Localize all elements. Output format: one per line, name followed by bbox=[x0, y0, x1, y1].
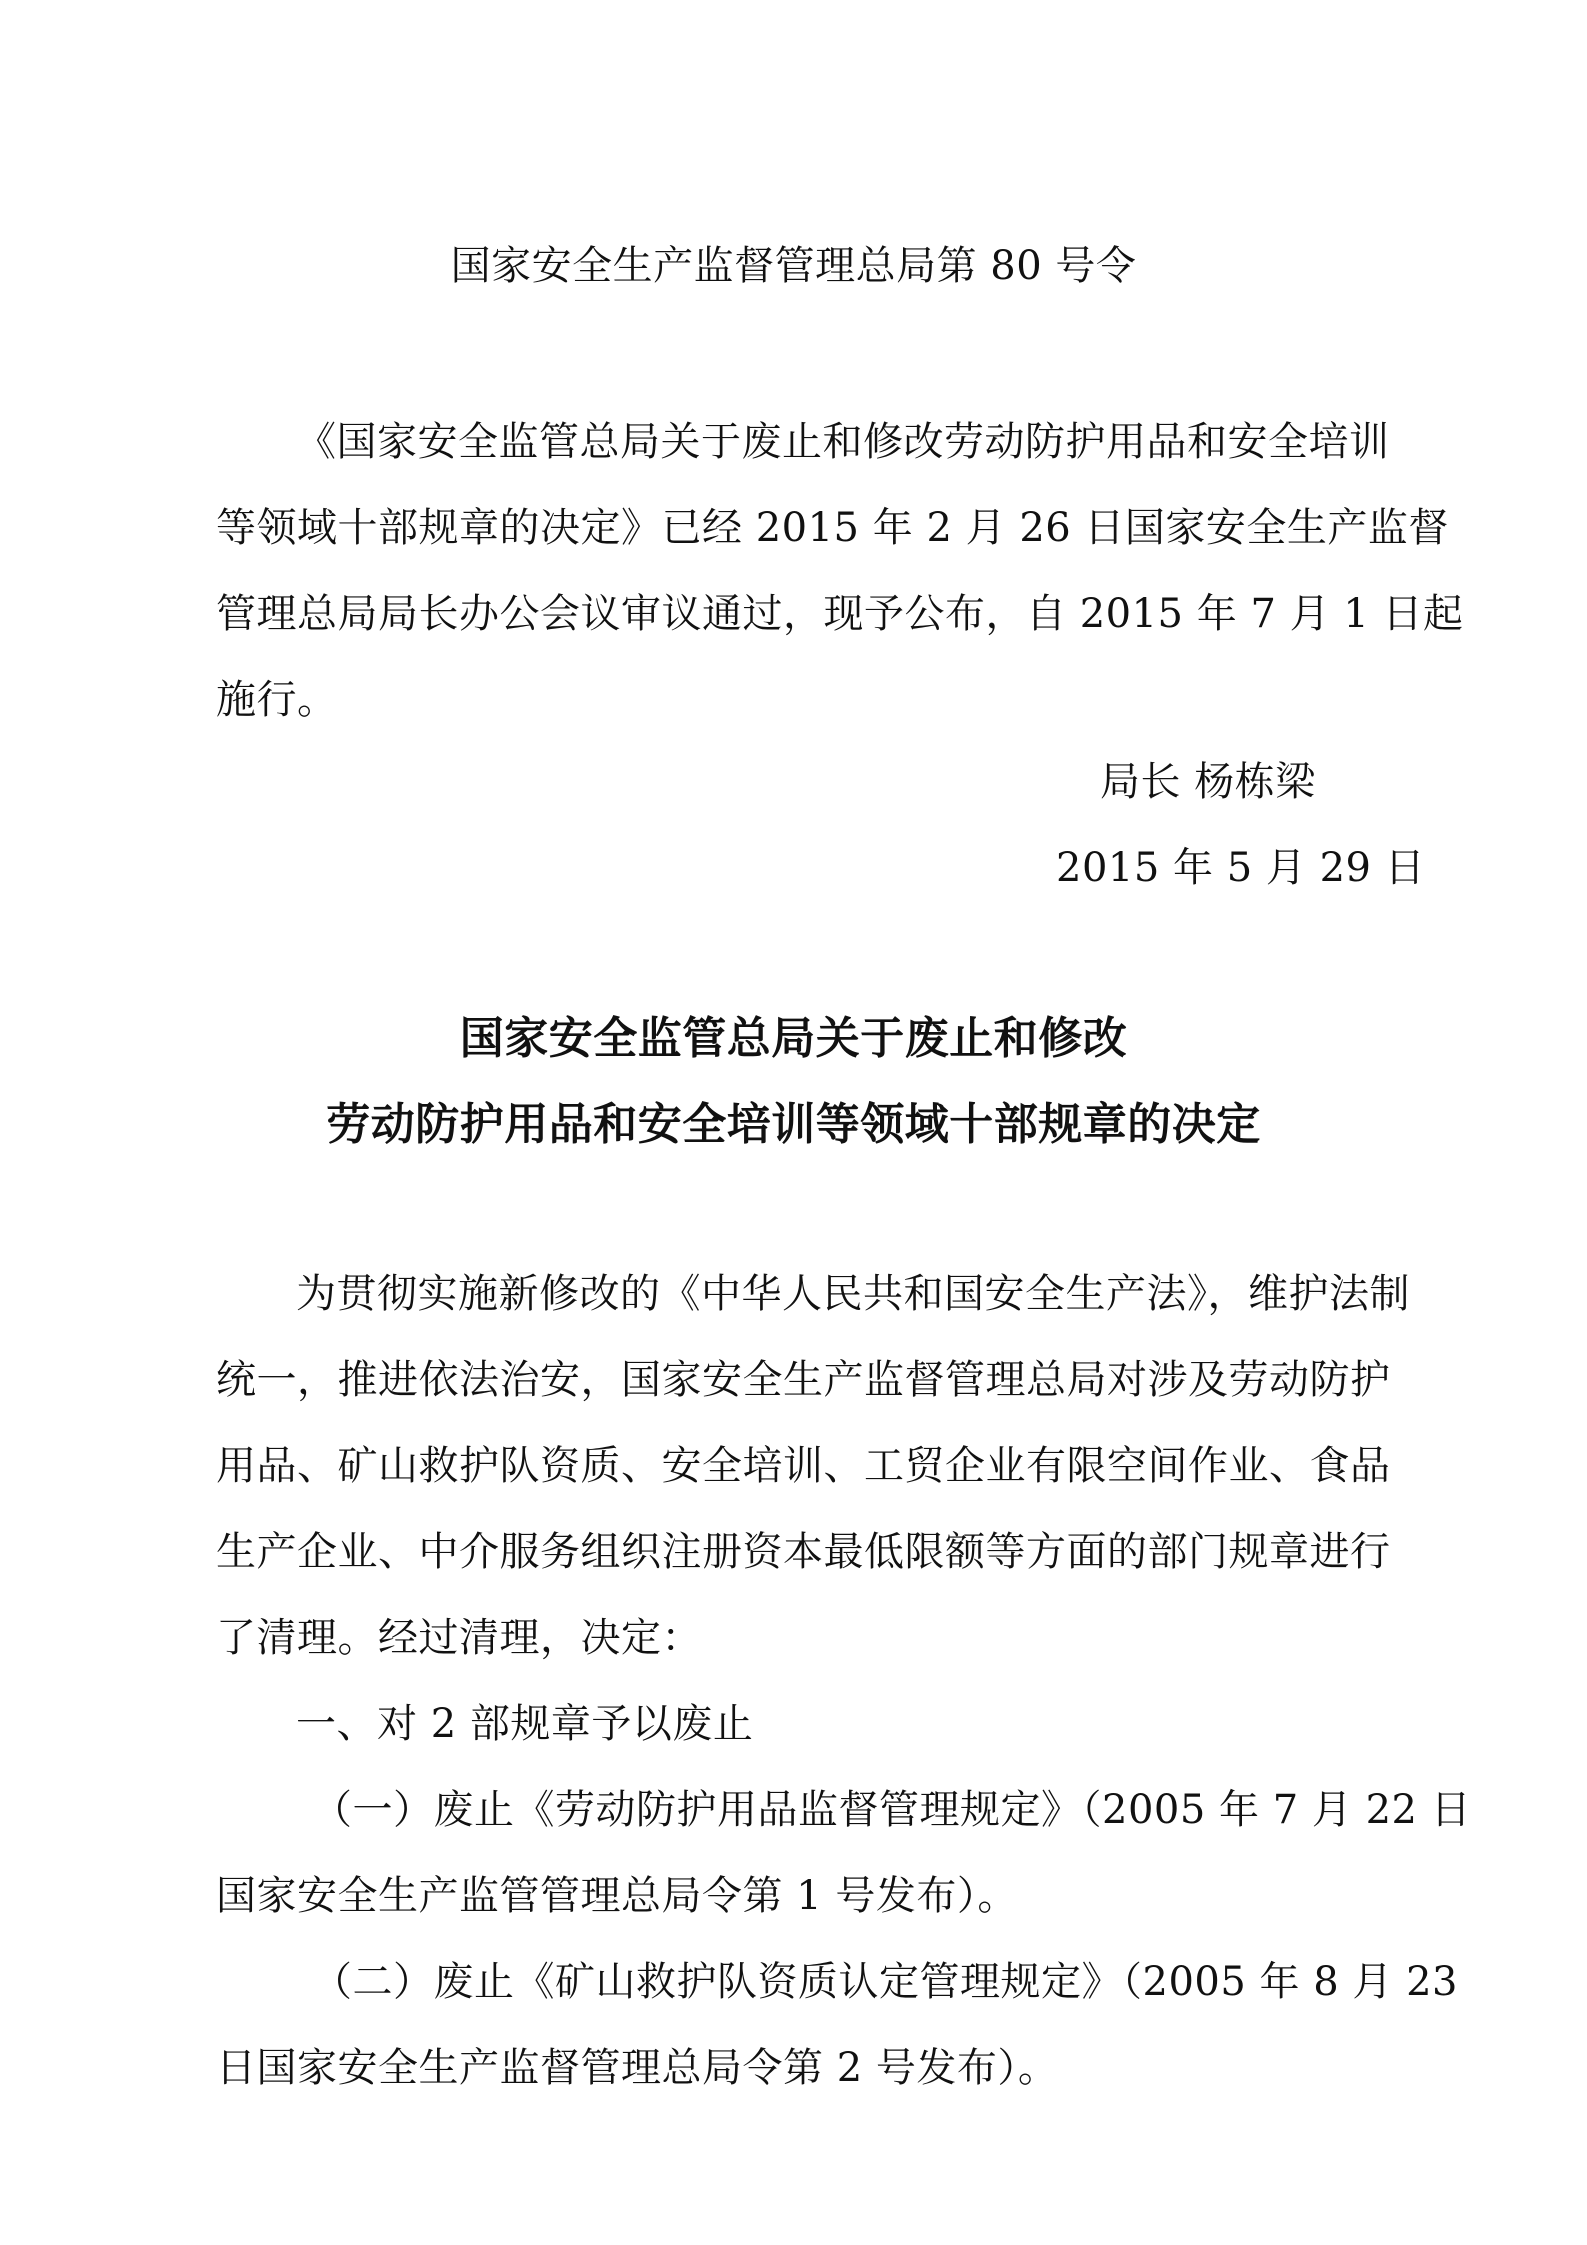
body-line-3: 用品、矿山救护队资质、安全培训、工贸企业有限空间作业、食品 bbox=[216, 1443, 1391, 1489]
doc-title-line-1: 国家安全监管总局关于废止和修改 bbox=[459, 1013, 1128, 1064]
doc-title-line-2: 劳动防护用品和安全培训等领域十部规章的决定 bbox=[326, 1099, 1261, 1150]
intro-line-1: 《国家安全监管总局关于废止和修改劳动防护用品和安全培训 bbox=[296, 419, 1390, 465]
body-line-5: 了清理。经过清理，决定： bbox=[216, 1615, 702, 1661]
body-line-1: 为贯彻实施新修改的《中华人民共和国安全生产法》，维护法制 bbox=[296, 1271, 1410, 1317]
item-one-line-2: 国家安全生产监管管理总局令第 1 号发布）。 bbox=[216, 1873, 1018, 1919]
intro-line-3: 管理总局局长办公会议审议通过，现予公布，自 2015 年 7 月 1 日起 bbox=[216, 591, 1464, 637]
signatory: 局长 杨栋梁 bbox=[1100, 759, 1316, 805]
item-two-line-2: 日国家安全生产监督管理总局令第 2 号发布）。 bbox=[216, 2045, 1059, 2091]
order-title: 国家安全生产监督管理总局第 80 号令 bbox=[450, 243, 1137, 289]
sign-date: 2015 年 5 月 29 日 bbox=[1056, 845, 1426, 891]
intro-line-2: 等领域十部规章的决定》已经 2015 年 2 月 26 日国家安全生产监督 bbox=[216, 505, 1449, 551]
item-two-line-1: （二）废止《矿山救护队资质认定管理规定》（2005 年 8 月 23 bbox=[312, 1959, 1459, 2005]
item-one-line-1: （一）废止《劳动防护用品监督管理规定》（2005 年 7 月 22 日 bbox=[312, 1787, 1472, 1833]
intro-line-4: 施行。 bbox=[216, 677, 338, 723]
body-line-4: 生产企业、中介服务组织注册资本最低限额等方面的部门规章进行 bbox=[216, 1529, 1391, 1575]
body-line-2: 统一，推进依法治安，国家安全生产监督管理总局对涉及劳动防护 bbox=[216, 1357, 1391, 1403]
section-one-heading: 一、对 2 部规章予以废止 bbox=[296, 1701, 754, 1747]
